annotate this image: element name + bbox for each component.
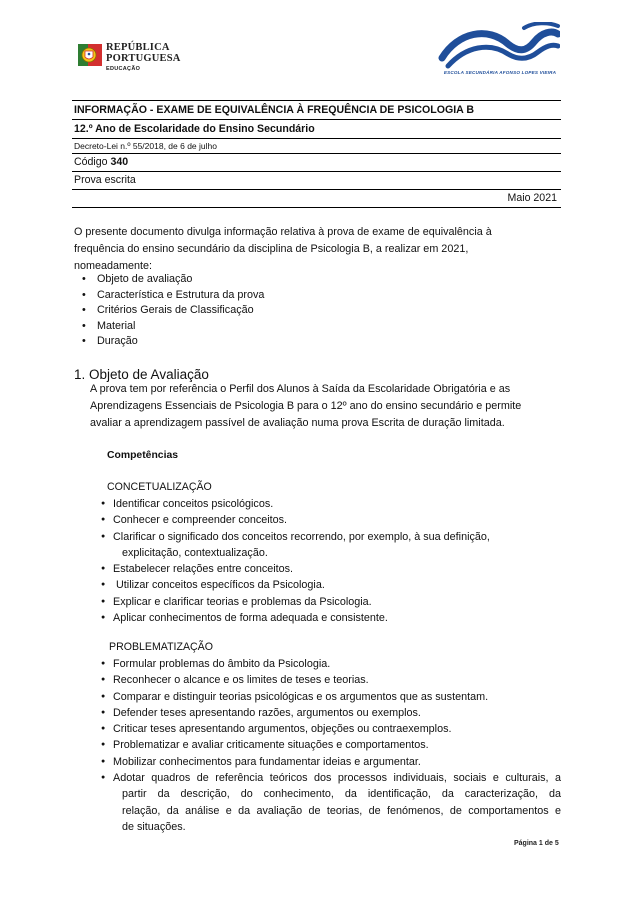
document-contents-list (82, 272, 264, 350)
portugal-emblem-icon (78, 40, 104, 70)
list-item: • Material (82, 319, 264, 335)
intro-line: O presente documento divulga informação relativa à prova de exame de equivalência à (74, 226, 492, 238)
list-item: ● Reconhecer o alcance e os limites de teses e teorias. (101, 672, 561, 688)
list-item: ● Explicar e clarificar teorias e problemas da Psicologia. (101, 594, 561, 610)
decree-reference: Decreto-Lei n.º 55/2018, de 6 de julho (72, 139, 561, 154)
list-item: ● Identificar conceitos psicológicos. (101, 496, 561, 512)
list-item: • Critérios Gerais de Classificação (82, 303, 264, 319)
list-item-line: relação, da análise e da avaliação de teorias, de fenómenos, de comportamentos e (122, 804, 561, 817)
intro-paragraph (74, 224, 562, 275)
list-item: ● Criticar teses apresentando argumentos, objeções ou contraexemplos. (101, 721, 561, 737)
list-item: ● Formular problemas do âmbito da Psicologia. (101, 656, 561, 672)
list-item-line: ● Adotar quadros de referência teóricos dos processos individuais, sociais e culturais, a (113, 772, 561, 785)
list-item-line: Clarificar o significado dos conceitos recorrendo, por exemplo, à sua definição, (113, 530, 490, 543)
republica-portuguesa-logo (78, 40, 198, 80)
list-item: ● Comparar e distinguir teorias psicológicas e os argumentos que as sustentam. (101, 689, 561, 705)
list-item: ● Utilizar conceitos específicos da Psicologia. (101, 577, 561, 593)
list-item-line: partir da descrição, do conhecimento, da identificação, da caracterização, da (122, 788, 561, 801)
conceptualization-heading: CONCETUALIZAÇÃO (107, 481, 212, 493)
conceptualization-list (101, 496, 561, 626)
grade-level: 12.º Ano de Escolaridade do Ensino Secundário (72, 120, 561, 139)
list-item (101, 770, 561, 835)
intro-line: frequência do ensino secundário da disciplina de Psicologia B, a realizar em 2021, (74, 243, 469, 255)
list-item-line: explicitação, contextualização. (122, 546, 268, 559)
intro-line: nomeadamente: (74, 260, 153, 272)
section-line: avaliar a aprendizagem passível de avaliação numa prova Escrita de duração limitada. (90, 417, 505, 429)
list-item: • Característica e Estrutura da prova (82, 288, 264, 304)
list-item: ● Defender teses apresentando razões, argumentos ou exemplos. (101, 705, 561, 721)
exam-type: Prova escrita (72, 172, 561, 190)
exam-date: Maio 2021 (507, 192, 557, 204)
page-number: Página 1 de 5 (514, 840, 559, 847)
exam-title: INFORMAÇÃO - EXAME DE EQUIVALÊNCIA À FREQUÊNCIA DE PSICOLOGIA B (72, 101, 561, 120)
section-line: Aprendizagens Essenciais de Psicologia B para o 12º ano do ensino secundário e permite (90, 400, 522, 412)
problematization-list (101, 656, 561, 835)
school-logo (438, 22, 560, 84)
exam-code (72, 154, 561, 172)
exam-code-value: 340 (110, 156, 129, 168)
list-item (101, 529, 561, 562)
section-paragraph (90, 381, 562, 432)
list-item: ● Problematizar e avaliar criticamente situações e comportamentos. (101, 737, 561, 753)
exam-info-table (72, 100, 561, 208)
problematization-heading: PROBLEMATIZAÇÃO (109, 641, 213, 653)
list-item: • Duração (82, 334, 264, 350)
list-item: ● Mobilizar conhecimentos para fundamentar ideias e argumentar. (101, 754, 561, 770)
list-item-line: de situações. (122, 820, 186, 833)
school-logo-text: ESCOLA SECUNDÁRIA AFONSO LOPES VIEIRA (443, 70, 557, 75)
school-wave-icon (438, 22, 560, 70)
list-item: • Objeto de avaliação (82, 272, 264, 288)
section-line: A prova tem por referência o Perfil dos Alunos à Saída da Escolaridade Obrigatória e as (90, 383, 511, 395)
exam-code-label: Código (74, 156, 111, 168)
competencies-heading: Competências (107, 450, 179, 461)
list-item: ● Estabelecer relações entre conceitos. (101, 561, 561, 577)
gov-logo-text: REPÚBLICA PORTUGUESA (106, 42, 181, 64)
list-item: ● Aplicar conhecimentos de forma adequada e consistente. (101, 610, 561, 626)
list-item: ● Conhecer e compreender conceitos. (101, 512, 561, 528)
section-title: 1. Objeto de Avaliação (74, 367, 209, 382)
gov-logo-subtitle: EDUCAÇÃO (106, 66, 141, 72)
